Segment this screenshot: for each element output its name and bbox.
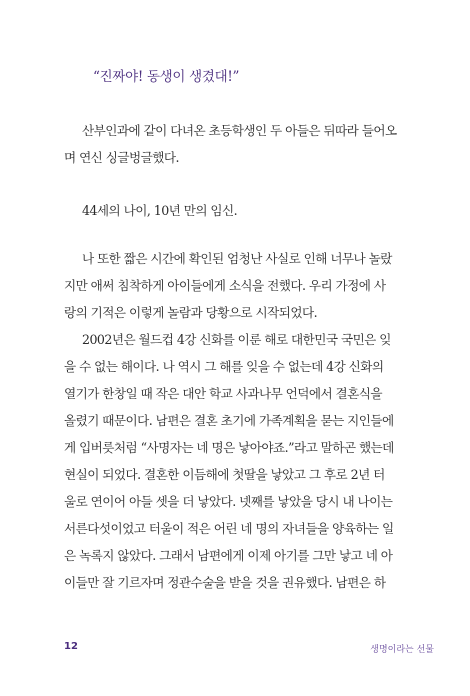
text-line: 울로 연이어 아들 셋을 더 낳았다. 넷째를 낳았을 당시 내 나이는 — [64, 494, 393, 509]
text-line: 은 녹록지 않았다. 그래서 남편에게 이제 아기를 그만 낳고 네 아 — [64, 548, 393, 563]
text-line: 현실이 되었다. 결혼한 이듬해에 첫딸을 낳았고 그 후로 2년 터 — [64, 467, 385, 482]
paragraph-4 — [64, 326, 434, 596]
paragraph-3 — [64, 245, 434, 326]
text-line: 나 또한 짧은 시간에 확인된 엄청난 사실로 인해 너무나 놀랐 — [82, 251, 392, 266]
text-line: 2002년은 월드컵 4강 신화를 이룬 해로 대한민국 국민은 잊 — [82, 332, 391, 347]
text-line: 산부인과에 같이 다녀온 초등학생인 두 아들은 뒤따라 들어오 — [82, 123, 397, 138]
text-line: 올렸기 때문이다. 남편은 결혼 초기에 가족계획을 묻는 지인들에 — [64, 413, 394, 428]
paragraph-2 — [64, 197, 434, 224]
text-line: 44세의 나이, 10년 만의 임신. — [82, 203, 238, 218]
paragraph-1 — [64, 117, 434, 171]
text-line: 을 수 없는 해이다. 나 역시 그 해를 잊을 수 없는데 4강 신화의 — [64, 359, 384, 374]
text-line: 게 입버릇처럼 “사명자는 네 명은 낳아야죠.”라고 말하곤 했는데 — [64, 440, 394, 455]
running-footer-title: 생명이라는 선물 — [370, 645, 434, 655]
text-line: 랑의 기적은 이렇게 놀람과 당황으로 시작되었다. — [64, 305, 318, 320]
quote-heading: “진짜야! 동생이 생겼대!” — [93, 69, 240, 85]
text-line: 지만 애써 침착하게 아이들에게 소식을 전했다. 우리 가정에 사 — [64, 278, 386, 293]
text-line: 열기가 한창일 때 작은 대안 학교 사과나무 언덕에서 결혼식을 — [64, 386, 383, 401]
text-line: 며 연신 싱글벙글했다. — [64, 150, 179, 165]
text-line: 서른다섯이었고 터울이 적은 어린 네 명의 자녀들을 양육하는 일 — [64, 521, 394, 536]
text-line: 이들만 잘 기르자며 정관수술을 받을 것을 권유했다. 남편은 하 — [64, 575, 386, 590]
page-number: 12 — [64, 641, 78, 652]
